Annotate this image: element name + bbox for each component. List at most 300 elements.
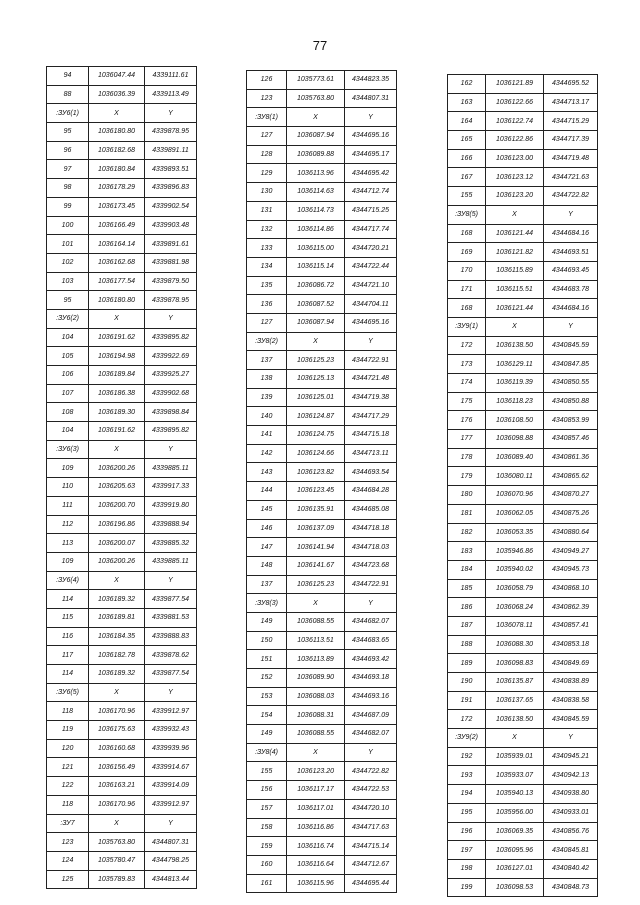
point-number-cell: 162 [448,75,486,94]
point-number-cell: :ЗУ6(2) [47,309,89,328]
table-row [247,276,397,295]
y-coordinate-cell: 4340845.81 [544,841,598,860]
y-coordinate-cell: 4340845.59 [544,710,598,729]
y-coordinate-cell: 4339111.61 [145,67,197,86]
y-coordinate-cell: 4339902.54 [145,197,197,216]
table-row [448,822,598,841]
point-number-cell: 139 [247,388,287,407]
point-number-cell: 199 [448,878,486,897]
y-coordinate-cell: 4344715.25 [345,201,397,220]
y-coordinate-cell: 4340850.55 [544,374,598,393]
y-coordinate-cell: 4344718.18 [345,519,397,538]
point-number-cell: 160 [247,855,287,874]
point-number-cell: 164 [448,112,486,131]
y-coordinate-cell: 4339885.11 [145,552,197,571]
y-coordinate-cell: 4340949.27 [544,542,598,561]
table-row [47,870,197,889]
table-row [47,197,197,216]
x-coordinate-cell: 1036125.13 [287,370,345,389]
x-coordinate-cell: 1036118.23 [486,392,544,411]
point-number-cell: 158 [247,818,287,837]
table-row [448,93,598,112]
x-coordinate-cell: 1036135.87 [486,673,544,692]
y-coordinate-cell: 4339895.82 [145,328,197,347]
x-coordinate-cell: 1036170.96 [89,795,145,814]
y-coordinate-cell: 4339877.54 [145,665,197,684]
x-coordinate-cell: 1036200.70 [89,496,145,515]
x-coordinate-cell: 1036163.21 [89,777,145,796]
table-row [448,448,598,467]
table-row [247,220,397,239]
x-coordinate-cell: 1036117.01 [287,799,345,818]
y-coordinate-cell: 4339912.97 [145,702,197,721]
table-row [448,187,598,206]
table-row [247,388,397,407]
point-number-cell: 189 [448,654,486,673]
point-number-cell: 178 [448,448,486,467]
point-number-cell: 183 [448,542,486,561]
x-coordinate-cell: 1036088.55 [287,725,345,744]
table-body [448,75,598,897]
point-number-cell: 146 [247,519,287,538]
x-coordinate-cell: 1035946.86 [486,542,544,561]
x-coordinate-cell: 1036117.17 [287,781,345,800]
x-coordinate-cell: 1036114.63 [287,183,345,202]
point-number-cell: 124 [47,851,89,870]
y-coordinate-cell: 4344693.18 [345,669,397,688]
y-coordinate-cell: 4344682.07 [345,725,397,744]
point-number-cell: 115 [47,608,89,627]
table-body [247,71,397,893]
y-coordinate-cell: 4340861.36 [544,448,598,467]
x-coordinate-cell: 1036068.24 [486,598,544,617]
point-number-cell: :ЗУ8(5) [448,205,486,224]
table-row [247,725,397,744]
table-row [247,257,397,276]
point-number-cell: 195 [448,803,486,822]
y-coordinate-cell: 4339895.82 [145,422,197,441]
y-coordinate-cell: 4344715.29 [544,112,598,131]
point-number-cell: 168 [448,299,486,318]
y-coordinate-cell: 4344684.16 [544,224,598,243]
point-number-cell: 123 [47,833,89,852]
point-number-cell: 127 [247,313,287,332]
point-number-cell: 108 [47,403,89,422]
table-row [247,837,397,856]
x-coordinate-cell: 1036189.32 [89,590,145,609]
point-number-cell: 105 [47,347,89,366]
point-number-cell: 151 [247,650,287,669]
y-coordinate-cell: 4339881.53 [145,608,197,627]
point-number-cell: 174 [448,374,486,393]
y-coordinate-cell: 4339878.95 [145,291,197,310]
x-coordinate-cell: 1035773.61 [287,71,345,90]
x-coordinate-cell: 1036205.63 [89,478,145,497]
y-coordinate-cell: 4339925.27 [145,366,197,385]
y-coordinate-cell: Y [145,683,197,702]
y-coordinate-cell: 4339939.96 [145,739,197,758]
y-coordinate-cell: 4339879.50 [145,272,197,291]
point-number-cell: 147 [247,538,287,557]
x-coordinate-cell: 1036125.23 [287,575,345,594]
table-row [448,691,598,710]
table-row [247,89,397,108]
y-coordinate-cell: 4339922.69 [145,347,197,366]
table-row [247,762,397,781]
y-coordinate-cell: 4340933.01 [544,803,598,822]
x-coordinate-cell: X [89,571,145,590]
point-number-cell: 198 [448,859,486,878]
x-coordinate-cell: 1036115.51 [486,280,544,299]
y-coordinate-cell: 4344683.65 [345,631,397,650]
x-coordinate-cell: 1036200.26 [89,459,145,478]
y-coordinate-cell: 4340945.21 [544,747,598,766]
y-coordinate-cell: 4339902.68 [145,384,197,403]
table-row [448,280,598,299]
x-coordinate-cell: 1036122.74 [486,112,544,131]
x-coordinate-cell: 1036191.62 [89,328,145,347]
point-number-cell: 170 [448,261,486,280]
parcel-header-row [247,594,397,613]
point-number-cell: 94 [47,67,89,86]
table-body [47,67,197,889]
y-coordinate-cell: 4339914.09 [145,777,197,796]
y-coordinate-cell: Y [145,309,197,328]
point-number-cell: 121 [47,758,89,777]
table-row [448,374,598,393]
point-number-cell: :ЗУ8(4) [247,743,287,762]
point-number-cell: 120 [47,739,89,758]
point-number-cell: 110 [47,478,89,497]
point-number-cell: 144 [247,482,287,501]
point-number-cell: :ЗУ9(2) [448,729,486,748]
table-row [247,444,397,463]
x-coordinate-cell: 1036115.89 [486,261,544,280]
x-coordinate-cell: 1036166.49 [89,216,145,235]
point-number-cell: 131 [247,201,287,220]
point-number-cell: 117 [47,646,89,665]
y-coordinate-cell: 4339912.97 [145,795,197,814]
point-number-cell: 157 [247,799,287,818]
x-coordinate-cell: 1035789.83 [89,870,145,889]
x-coordinate-cell: 1036189.30 [89,403,145,422]
coordinates-table-left [46,66,197,889]
point-number-cell: 159 [247,837,287,856]
point-number-cell: 125 [47,870,89,889]
table-row [448,336,598,355]
x-coordinate-cell: 1036086.72 [287,276,345,295]
point-number-cell: 177 [448,430,486,449]
y-coordinate-cell: 4344693.45 [544,261,598,280]
y-coordinate-cell: 4344719.38 [345,388,397,407]
y-coordinate-cell: 4340856.76 [544,822,598,841]
table-row [47,702,197,721]
table-row [448,616,598,635]
y-coordinate-cell: 4344695.52 [544,75,598,94]
x-coordinate-cell: 1036088.03 [287,687,345,706]
coordinates-table-middle [246,70,397,893]
point-number-cell: :ЗУ6(4) [47,571,89,590]
point-number-cell: 118 [47,702,89,721]
table-row [247,855,397,874]
table-row [247,669,397,688]
y-coordinate-cell: 4344720.10 [345,799,397,818]
x-coordinate-cell: 1036121.89 [486,75,544,94]
point-number-cell: 186 [448,598,486,617]
table-row [47,160,197,179]
table-row [448,224,598,243]
point-number-cell: 166 [448,149,486,168]
table-row [47,665,197,684]
table-row [448,112,598,131]
table-row [448,486,598,505]
point-number-cell: 96 [47,141,89,160]
y-coordinate-cell: 4344695.16 [345,127,397,146]
parcel-header-row [47,814,197,833]
y-coordinate-cell: Y [345,594,397,613]
y-coordinate-cell: 4340838.58 [544,691,598,710]
y-coordinate-cell: 4344722.82 [544,187,598,206]
x-coordinate-cell: 1036175.63 [89,721,145,740]
parcel-header-row [448,317,598,336]
table-row [47,478,197,497]
x-coordinate-cell: 1036098.88 [486,430,544,449]
y-coordinate-cell: Y [544,729,598,748]
x-coordinate-cell: 1036173.45 [89,197,145,216]
y-coordinate-cell: 4339903.48 [145,216,197,235]
y-coordinate-cell: 4339878.95 [145,123,197,142]
y-coordinate-cell: 4344722.82 [345,762,397,781]
table-row [47,347,197,366]
y-coordinate-cell: 4344693.54 [345,463,397,482]
x-coordinate-cell: 1035780.47 [89,851,145,870]
point-number-cell: 140 [247,407,287,426]
point-number-cell: 130 [247,183,287,202]
y-coordinate-cell: Y [544,205,598,224]
y-coordinate-cell: Y [544,317,598,336]
y-coordinate-cell: 4339891.11 [145,141,197,160]
table-row [247,556,397,575]
point-number-cell: 148 [247,556,287,575]
table-row [247,183,397,202]
x-coordinate-cell: 1036124.75 [287,426,345,445]
table-row [247,127,397,146]
page-number: 77 [312,38,328,53]
point-number-cell: 102 [47,253,89,272]
point-number-cell: 149 [247,612,287,631]
x-coordinate-cell: 1036180.84 [89,160,145,179]
x-coordinate-cell: 1036137.65 [486,691,544,710]
y-coordinate-cell: 4344693.51 [544,243,598,262]
table-row [47,496,197,515]
x-coordinate-cell: X [486,205,544,224]
x-coordinate-cell: X [287,594,345,613]
table-row [448,579,598,598]
table-row [247,463,397,482]
x-coordinate-cell: 1036189.84 [89,366,145,385]
table-row [47,328,197,347]
table-row [448,355,598,374]
y-coordinate-cell: 4340847.85 [544,355,598,374]
x-coordinate-cell: 1036098.53 [486,878,544,897]
y-coordinate-cell: 4344684.28 [345,482,397,501]
table-row [247,818,397,837]
x-coordinate-cell: 1036180.80 [89,123,145,142]
table-row [247,164,397,183]
y-coordinate-cell: 4339891.61 [145,235,197,254]
point-number-cell: 161 [247,874,287,893]
x-coordinate-cell: 1036178.29 [89,179,145,198]
y-coordinate-cell: Y [345,108,397,127]
x-coordinate-cell: 1036115.96 [287,874,345,893]
point-number-cell: 95 [47,123,89,142]
x-coordinate-cell: 1036069.35 [486,822,544,841]
table-row [448,766,598,785]
table-row [47,235,197,254]
point-number-cell: 109 [47,552,89,571]
y-coordinate-cell: 4340868.10 [544,579,598,598]
table-row [47,141,197,160]
table-row [448,747,598,766]
y-coordinate-cell: 4344712.67 [345,855,397,874]
x-coordinate-cell: 1036135.91 [287,500,345,519]
y-coordinate-cell: 4344715.18 [345,426,397,445]
x-coordinate-cell: 1036123.20 [287,762,345,781]
y-coordinate-cell: 4340838.89 [544,673,598,692]
table-row [247,71,397,90]
x-coordinate-cell: 1036121.82 [486,243,544,262]
point-number-cell: 113 [47,534,89,553]
x-coordinate-cell: 1036196.86 [89,515,145,534]
y-coordinate-cell: 4344684.16 [544,299,598,318]
point-number-cell: 114 [47,665,89,684]
table-row [247,706,397,725]
x-coordinate-cell: 1036113.96 [287,164,345,183]
y-coordinate-cell: 4340938.80 [544,785,598,804]
point-number-cell: 136 [247,295,287,314]
table-row [247,612,397,631]
point-number-cell: 95 [47,291,89,310]
y-coordinate-cell: 4344687.09 [345,706,397,725]
point-number-cell: 123 [247,89,287,108]
table-row [47,590,197,609]
point-number-cell: :ЗУ6(3) [47,440,89,459]
x-coordinate-cell: 1036087.94 [287,127,345,146]
x-coordinate-cell: 1035940.02 [486,560,544,579]
y-coordinate-cell: Y [345,332,397,351]
x-coordinate-cell: 1036194.98 [89,347,145,366]
y-coordinate-cell: 4344715.14 [345,837,397,856]
coordinates-table-right [447,74,598,897]
y-coordinate-cell: 4344720.21 [345,239,397,258]
x-coordinate-cell: 1036180.80 [89,291,145,310]
x-coordinate-cell: 1036164.14 [89,235,145,254]
table-row [47,291,197,310]
point-number-cell: 119 [47,721,89,740]
table-row [448,542,598,561]
x-coordinate-cell: 1036119.39 [486,374,544,393]
y-coordinate-cell: Y [345,743,397,762]
table-row [448,654,598,673]
point-number-cell: 167 [448,168,486,187]
y-coordinate-cell: 4344717.39 [544,131,598,150]
table-row [247,351,397,370]
table-row [448,598,598,617]
y-coordinate-cell: 4344695.17 [345,145,397,164]
point-number-cell: 172 [448,710,486,729]
point-number-cell: :ЗУ6(1) [47,104,89,123]
point-number-cell: 98 [47,179,89,198]
point-number-cell: 145 [247,500,287,519]
x-coordinate-cell: 1036070.96 [486,486,544,505]
x-coordinate-cell: 1036191.62 [89,422,145,441]
y-coordinate-cell: 4344823.35 [345,71,397,90]
point-number-cell: 187 [448,616,486,635]
parcel-header-row [47,571,197,590]
point-number-cell: 182 [448,523,486,542]
point-number-cell: 133 [247,239,287,258]
x-coordinate-cell: X [89,814,145,833]
table-row [247,201,397,220]
point-number-cell: 190 [448,673,486,692]
table-row [448,149,598,168]
table-row [247,799,397,818]
x-coordinate-cell: 1036036.39 [89,85,145,104]
x-coordinate-cell: 1036114.73 [287,201,345,220]
point-number-cell: 155 [448,187,486,206]
table-row [47,777,197,796]
x-coordinate-cell: 1036122.66 [486,93,544,112]
table-row [448,299,598,318]
point-number-cell: 142 [247,444,287,463]
point-number-cell: :ЗУ7 [47,814,89,833]
point-number-cell: 168 [448,224,486,243]
table-row [47,384,197,403]
x-coordinate-cell: 1036125.23 [287,351,345,370]
y-coordinate-cell: 4340853.18 [544,635,598,654]
y-coordinate-cell: 4344717.63 [345,818,397,837]
x-coordinate-cell: 1036095.96 [486,841,544,860]
table-row [448,243,598,262]
y-coordinate-cell: 4344813.44 [145,870,197,889]
x-coordinate-cell: 1036115.00 [287,239,345,258]
y-coordinate-cell: 4344695.16 [345,313,397,332]
table-row [247,631,397,650]
point-number-cell: 109 [47,459,89,478]
table-row [247,313,397,332]
y-coordinate-cell: 4344722.44 [345,257,397,276]
x-coordinate-cell: 1036088.30 [486,635,544,654]
point-number-cell: 150 [247,631,287,650]
y-coordinate-cell: 4340942.13 [544,766,598,785]
point-number-cell: 181 [448,504,486,523]
table-row [47,646,197,665]
x-coordinate-cell: 1036088.31 [287,706,345,725]
y-coordinate-cell: 4339888.94 [145,515,197,534]
point-number-cell: 128 [247,145,287,164]
y-coordinate-cell: 4340870.27 [544,486,598,505]
y-coordinate-cell: 4344712.74 [345,183,397,202]
table-row [247,874,397,893]
point-number-cell: 192 [448,747,486,766]
x-coordinate-cell: 1035933.07 [486,766,544,785]
x-coordinate-cell: 1036116.86 [287,818,345,837]
point-number-cell: 196 [448,822,486,841]
x-coordinate-cell: 1036122.86 [486,131,544,150]
x-coordinate-cell: 1036124.66 [287,444,345,463]
point-number-cell: 193 [448,766,486,785]
x-coordinate-cell: 1036089.40 [486,448,544,467]
